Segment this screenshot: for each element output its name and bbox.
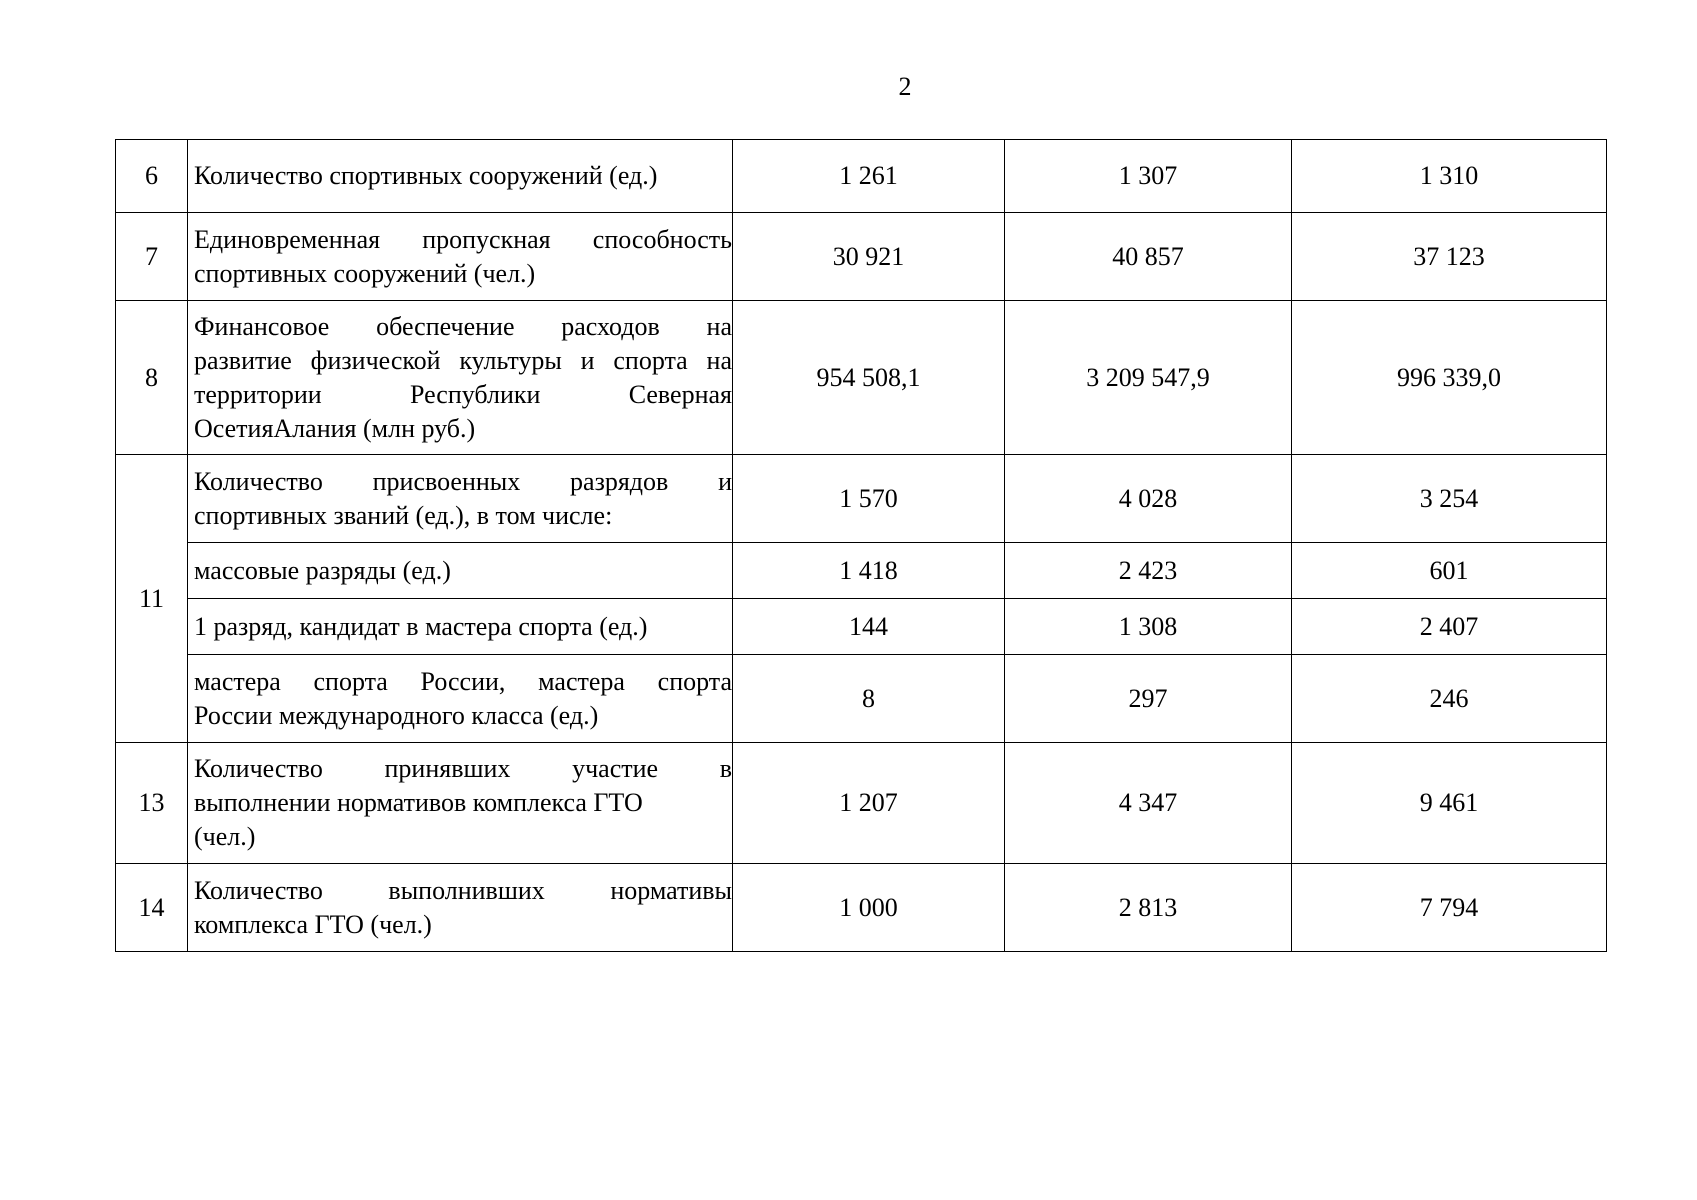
value-col-3: 246: [1292, 655, 1607, 743]
table-row: [116, 864, 1607, 952]
indicator-line: Количество спортивных сооружений (ед.): [194, 161, 658, 190]
value-col-1: 954 508,1: [733, 301, 1005, 455]
value-col-2: 1 308: [1005, 599, 1292, 655]
row-number: 8: [116, 301, 188, 455]
indicator-name: [188, 543, 733, 599]
value-col-3: 37 123: [1292, 213, 1607, 301]
value-col-1: 1 000: [733, 864, 1005, 952]
value-col-2: 4 028: [1005, 455, 1292, 543]
indicator-line: Количество принявших участие в: [194, 754, 732, 783]
value-col-1: 1 570: [733, 455, 1005, 543]
indicator-line: спортивных сооружений (чел.): [194, 258, 536, 288]
value-col-3: 2 407: [1292, 599, 1607, 655]
value-col-1: 30 921: [733, 213, 1005, 301]
indicator-name: [188, 864, 733, 952]
indicator-line: России международного класса (ед.): [194, 700, 599, 730]
table-row: [116, 599, 1607, 655]
value-col-3: 7 794: [1292, 864, 1607, 952]
indicator-line: Количество выполнивших нормативы: [194, 875, 732, 905]
indicator-name: [188, 140, 733, 213]
row-number: 11: [116, 455, 188, 743]
indicator-name: [188, 743, 733, 864]
indicator-name: [188, 455, 733, 543]
value-col-2: 2 813: [1005, 864, 1292, 952]
indicator-line: ОсетияАлания (млн руб.): [194, 413, 476, 443]
value-col-1: 1 207: [733, 743, 1005, 864]
indicator-line: спортивных званий (ед.), в том числе:: [194, 500, 613, 530]
value-col-2: 4 347: [1005, 743, 1292, 864]
indicator-line: массовые разряды (ед.): [194, 555, 451, 585]
indicator-line: развитие физической культуры и спорта на: [194, 345, 732, 375]
indicators-table: [115, 139, 1607, 952]
value-col-2: 1 307: [1005, 140, 1292, 213]
value-col-3: 3 254: [1292, 455, 1607, 543]
indicator-name: [188, 599, 733, 655]
value-col-1: 8: [733, 655, 1005, 743]
indicator-line: комплекса ГТО (чел.): [194, 909, 432, 939]
indicator-line: территории Республики Северная: [194, 379, 732, 409]
value-col-2: 3 209 547,9: [1005, 301, 1292, 455]
page-number: 2: [898, 72, 912, 101]
value-col-1: 144: [733, 599, 1005, 655]
table-row: [116, 743, 1607, 864]
table-row: [116, 655, 1607, 743]
row-number: 7: [116, 213, 188, 301]
value-col-3: 9 461: [1292, 743, 1607, 864]
indicator-line: Количество присвоенных разрядов и: [194, 466, 732, 496]
value-col-1: 1 418: [733, 543, 1005, 599]
indicator-line: мастера спорта России, мастера спорта: [194, 666, 732, 696]
row-number: 14: [116, 864, 188, 952]
value-col-3: 601: [1292, 543, 1607, 599]
table-row: [116, 301, 1607, 455]
row-number: 6: [116, 140, 188, 213]
indicator-line: (чел.): [194, 822, 256, 851]
indicator-line: Единовременная пропускная способность: [194, 224, 732, 254]
indicator-line: выполнении нормативов комплекса ГТО: [194, 788, 643, 817]
value-col-2: 40 857: [1005, 213, 1292, 301]
indicator-line: Финансовое обеспечение расходов на: [194, 311, 732, 341]
table-row: [116, 455, 1607, 543]
indicator-name: [188, 301, 733, 455]
table-row: [116, 140, 1607, 213]
value-col-3: 996 339,0: [1292, 301, 1607, 455]
row-number: 13: [116, 743, 188, 864]
indicator-name: [188, 213, 733, 301]
value-col-1: 1 261: [733, 140, 1005, 213]
table-row: [116, 213, 1607, 301]
indicator-line: 1 разряд, кандидат в мастера спорта (ед.): [194, 611, 648, 641]
value-col-2: 297: [1005, 655, 1292, 743]
value-col-3: 1 310: [1292, 140, 1607, 213]
indicator-name: [188, 655, 733, 743]
value-col-2: 2 423: [1005, 543, 1292, 599]
table-row: [116, 543, 1607, 599]
